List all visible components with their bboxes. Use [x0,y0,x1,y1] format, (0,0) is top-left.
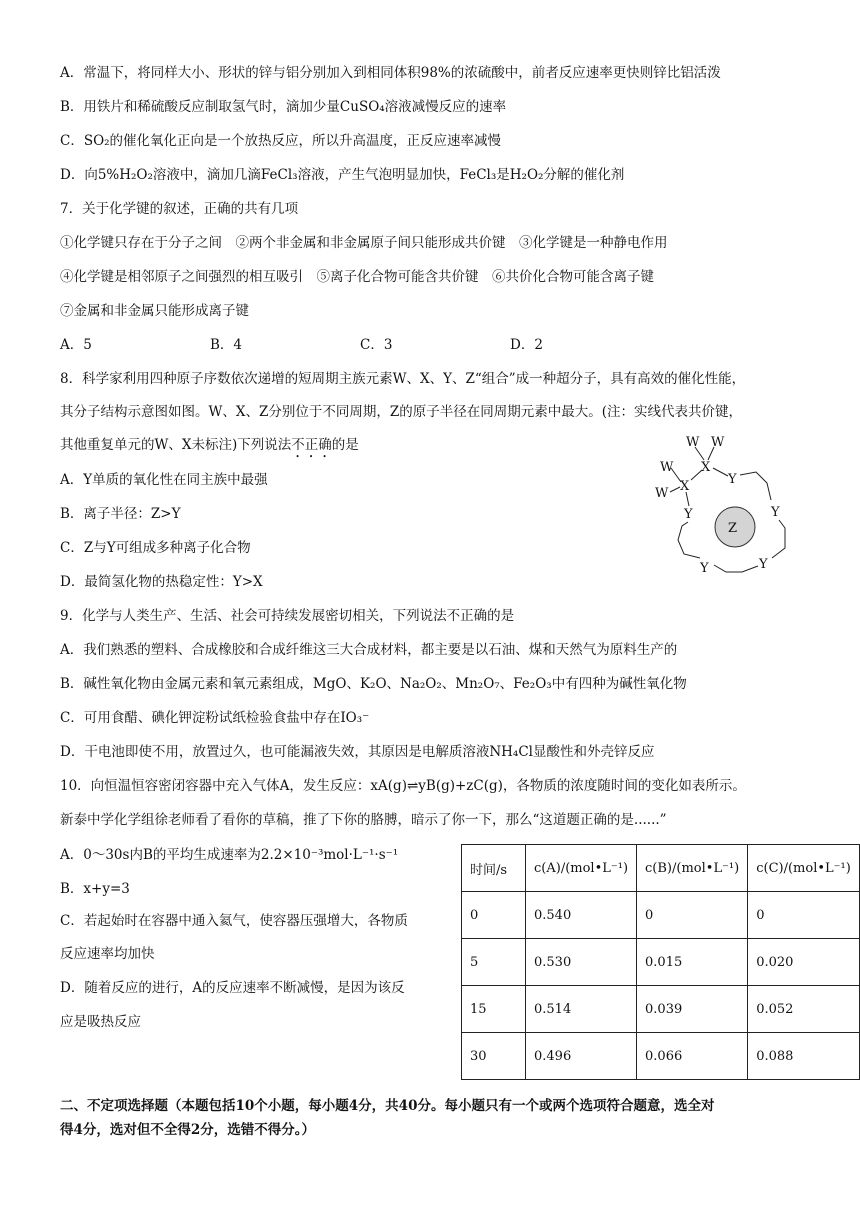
q6-option-a: A．常温下，将同样大小、形状的锌与铝分别加入到相同体积98%的浓硫酸中，前者反应速率更快则锌比铝活泼 [60,65,721,81]
table-cell: 0.052 [748,986,860,1033]
q9-option-a: A．我们熟悉的塑料、合成橡胶和合成纤维这三大合成材料，都主要是以石油、煤和天然气为原料生产的 [60,642,678,658]
q8-stem-line1: 8．科学家利用四种原子序数依次递增的短周期主族元素W、X、Y、Z“组合”成一种超分子，具有高效的催化性能， [60,371,746,387]
table-cell: 0.514 [526,986,637,1033]
q8-option-a: A．Y单质的氧化性在同主族中最强 [60,472,268,488]
table-cell: 0.015 [637,939,748,986]
q7-option-a: A．5 [60,337,92,353]
atom-w-label: W [711,435,725,450]
q6-option-c: C．SO₂的催化氧化正向是一个放热反应，所以升高温度，正反应速率减慢 [60,133,502,149]
q6-option-d: D．向5%H₂O₂溶液中，滴加几滴FeCl₃溶液，产生气泡明显加快，FeCl₃是H₂O₂分解的催化剂 [60,167,625,183]
table-cell: 0.020 [748,939,860,986]
concentration-table [461,844,860,1080]
header-time: 时间/s [462,845,526,892]
q10-option-a: A．0～30s内B的平均生成速率为2.2×10⁻³mol·L⁻¹·s⁻¹ [60,847,399,863]
atom-x-label: X [701,460,711,475]
q7-option-c: C．3 [360,337,393,353]
table-row [462,986,860,1033]
q10-option-c-line2: 反应速率均加快 [60,946,155,962]
table-cell: 15 [462,986,526,1033]
q8-stem-line2: 其分子结构示意图如图。W、X、Z分别位于不同周期，Z的原子半径在同周期元素中最大。(注：实线代表共价键， [60,404,743,420]
section2-heading-line2: 得4分，选对但不全得2分，选错不得分。） [60,1122,316,1138]
table-cell: 0.530 [526,939,637,986]
atom-w-label: W [686,435,700,450]
table-row [462,1033,860,1080]
supramolecule-structure-diagram [640,430,810,590]
q7-option-b: B．4 [210,337,243,353]
q9-stem: 9．化学与人类生产、生活、社会可持续发展密切相关，下列说法不正确的是 [60,608,515,624]
table-cell: 0.540 [526,892,637,939]
table-cell: 0 [748,892,860,939]
atom-y-label: Y [759,557,768,572]
atom-y-label: Y [771,505,780,520]
q10-stem-line2: 新泰中学化学组徐老师看了看你的草稿，推了下你的胳膊，暗示了你一下，那么“这道题正确的是......” [60,812,667,828]
q6-option-b: B．用铁片和稀硫酸反应制取氢气时，滴加少量CuSO₄溶液减慢反应的速率 [60,99,507,115]
q7-stem: 7．关于化学键的叙述，正确的共有几项 [60,201,299,217]
atom-x-label: X [680,479,690,494]
atom-z-label: Z [728,521,738,536]
atom-y-label: Y [684,507,693,522]
header-cc: c(C)/(mol•L⁻¹) [748,845,860,892]
q7-items-line2: ④化学键是相邻原子之间强烈的相互吸引 ⑤离子化合物可能含共价键 ⑥共价化合物可能含离子键 [60,269,654,285]
header-cb: c(B)/(mol•L⁻¹) [637,845,748,892]
q7-items-line1: ①化学键只存在于分子之间 ②两个非金属和非金属原子间只能形成共价键 ③化学键是一种静电作用 [60,235,668,251]
table-cell: 30 [462,1033,526,1080]
q8-option-d: D．最简氢化物的热稳定性：Y>X [60,574,263,590]
table-row [462,939,860,986]
q10-option-b: B．x+y=3 [60,881,130,897]
table-cell: 5 [462,939,526,986]
q9-option-d: D．干电池即使不用，放置过久，也可能漏液失效，其原因是电解质溶液NH₄Cl显酸性和外壳锌反应 [60,744,655,760]
q8-option-b: B．离子半径：Z>Y [60,506,181,522]
table-row [462,892,860,939]
table-header-row [462,845,860,892]
q7-option-d: D．2 [510,337,543,353]
table-cell: 0.066 [637,1033,748,1080]
q8-option-c: C．Z与Y可组成多种离子化合物 [60,540,251,556]
table-cell: 0.039 [637,986,748,1033]
table-cell: 0 [637,892,748,939]
header-ca: c(A)/(mol•L⁻¹) [526,845,637,892]
q9-option-c: C．可用食醋、碘化钾淀粉试纸检验食盐中存在IO₃⁻ [60,710,370,726]
q9-option-b: B．碱性氧化物由金属元素和氧元素组成，MgO、K₂O、Na₂O₂、Mn₂O₇、Fe₂O₃中有四种为碱性氧化物 [60,676,687,692]
q8-stem-line3: 其他重复单元的W、X未标注)下列说法不正确的是 [60,437,359,453]
q7-items-line3: ⑦金属和非金属只能形成离子键 [60,303,249,319]
q10-option-c-line1: C．若起始时在容器中通入氦气，使容器压强增大，各物质 [60,913,408,929]
table-cell: 0 [462,892,526,939]
atom-y-label: Y [728,472,737,487]
atom-w-label: W [660,460,674,475]
atom-y-label: Y [700,561,709,576]
atom-w-label: W [655,486,669,501]
emphasis-not-correct: 不正确 [291,437,332,453]
table-cell: 0.088 [748,1033,860,1080]
q10-stem-line1: 10．向恒温恒容密闭容器中充入气体A，发生反应：xA(g)⇌yB(g)+zC(g)，各物质的浓度随时间的变化如表所示。 [60,778,746,794]
section2-heading-line1: 二、不定项选择题（本题包括10个小题，每小题4分，共40分。每小题只有一个或两个选项符合题意，选全对 [60,1098,715,1114]
table-cell: 0.496 [526,1033,637,1080]
q7-options [60,335,660,355]
q10-option-d-line1: D．随着反应的进行，A的反应速率不断减慢，是因为该反 [60,980,405,996]
q10-option-d-line2: 应是吸热反应 [60,1014,141,1030]
